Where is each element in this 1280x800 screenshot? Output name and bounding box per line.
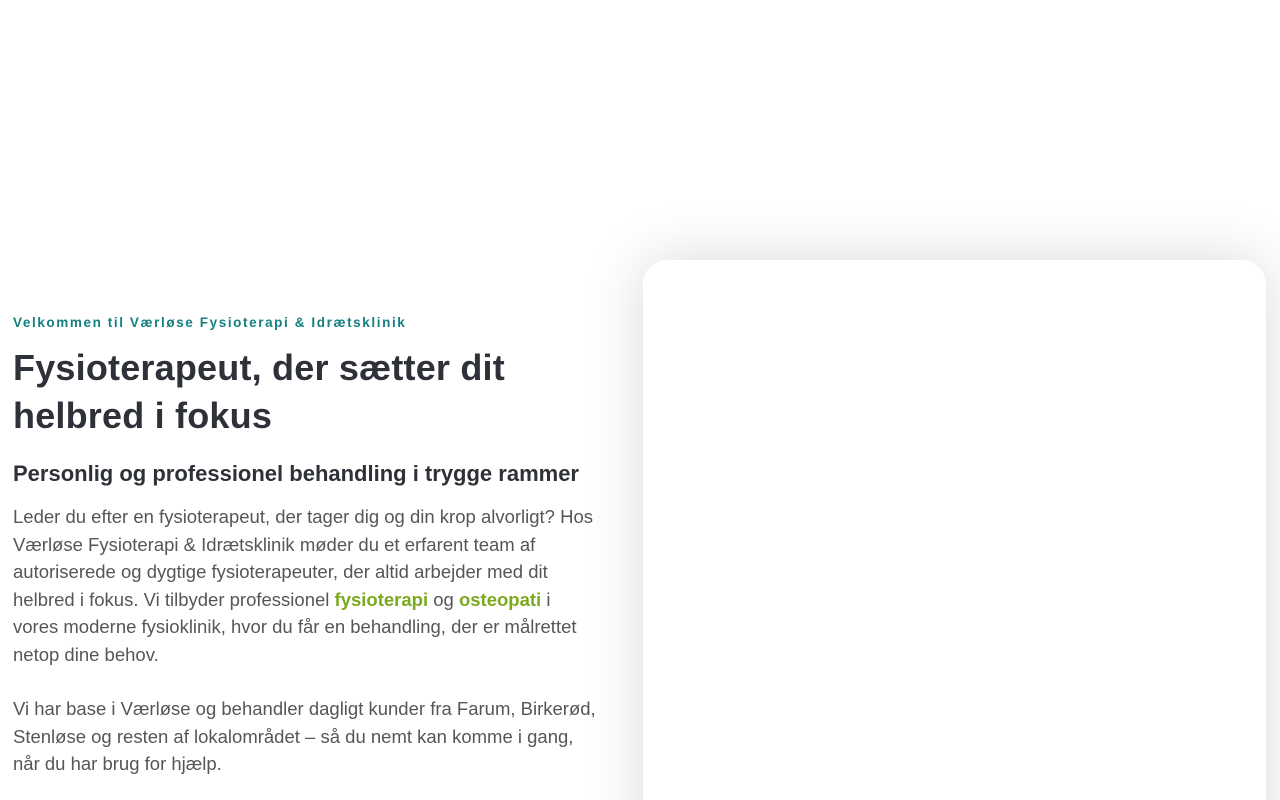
- intro-text-2: og: [428, 588, 459, 610]
- hero-text-column: [13, 314, 598, 778]
- page-title: Fysioterapeut, der sætter dit helbred i fokus: [13, 347, 505, 436]
- fysioterapi-link[interactable]: fysioterapi: [334, 588, 429, 610]
- hero-card: [643, 260, 1266, 800]
- eyebrow-heading: Velkommen til Værløse Fysioterapi & Idrætsklinik: [13, 315, 407, 330]
- intro-text-3: i vores moderne fysioklinik, hvor du får en behandling, der er målrettet netop dine behov.: [13, 588, 577, 665]
- intro-text-1: Leder du efter en fysioterapeut, der tager dig og din krop alvorligt? Hos Værløse Fysioterapi & Idrætsklinik møder du et erfarent team af autoriserede og dygtige fysioterapeuter, der altid arbejder med dit helbred i fokus. Vi tilbyder professionel: [13, 506, 594, 610]
- subtitle: Personlig og professionel behandling i trygge rammer: [13, 461, 579, 486]
- location-paragraph: Vi har base i Værløse og behandler dagligt kunder fra Farum, Birkerød, Stenløse og resten af lokalområdet – så du nemt kan komme i gang, når du har brug for hjælp.: [13, 698, 596, 774]
- osteopati-link[interactable]: osteopati: [458, 588, 542, 610]
- intro-paragraph: [13, 503, 598, 668]
